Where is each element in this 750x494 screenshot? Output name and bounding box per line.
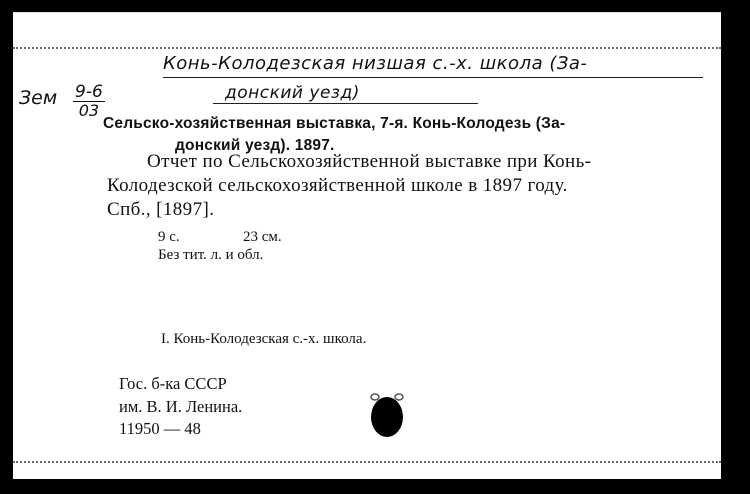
- entry-heading-line1: Сельско-хозяйственная выставка, 7-я. Конь-Колодезь (За-: [103, 115, 566, 132]
- catalog-card: [13, 12, 721, 479]
- entry-note: Без тит. л. и обл.: [158, 247, 264, 263]
- shelfmark-denominator: 03: [78, 101, 100, 120]
- entry-subject: I. Конь-Колодезская с.-х. школа.: [161, 331, 367, 347]
- library-line1: Гос. б-ка СССР: [119, 374, 227, 393]
- library-line3: 11950 — 48: [119, 419, 201, 438]
- handwritten-heading-line2: донский уезд): [225, 83, 360, 103]
- shelfmark-numerator: 9-6: [75, 82, 103, 102]
- entry-title-line3: Спб., [1897].: [107, 199, 215, 220]
- handwritten-heading-line1: Конь-Колодезская низшая с.-х. школа (За-: [163, 53, 588, 74]
- entry-pages: 9 с.: [158, 229, 180, 245]
- dotted-rule-top: [13, 47, 721, 49]
- punch-hole-icon: [361, 383, 411, 447]
- entry-title-line2: Колодезской сельскохозяйственной школе в 1897 году.: [107, 175, 568, 196]
- shelfmark-prefix: Зем: [19, 87, 58, 109]
- handwritten-underline-1: [163, 77, 703, 78]
- entry-heading-line2: донский уезд). 1897.: [175, 137, 335, 154]
- handwritten-underline-2: [213, 103, 478, 104]
- library-line2: им. В. И. Ленина.: [119, 397, 243, 416]
- shelfmark-fraction: [73, 83, 105, 120]
- entry-title-line1: Отчет по Сельскохозяйственной выставке при Конь-: [147, 151, 592, 172]
- entry-size: 23 см.: [243, 229, 282, 245]
- dotted-rule-bottom: [13, 461, 721, 463]
